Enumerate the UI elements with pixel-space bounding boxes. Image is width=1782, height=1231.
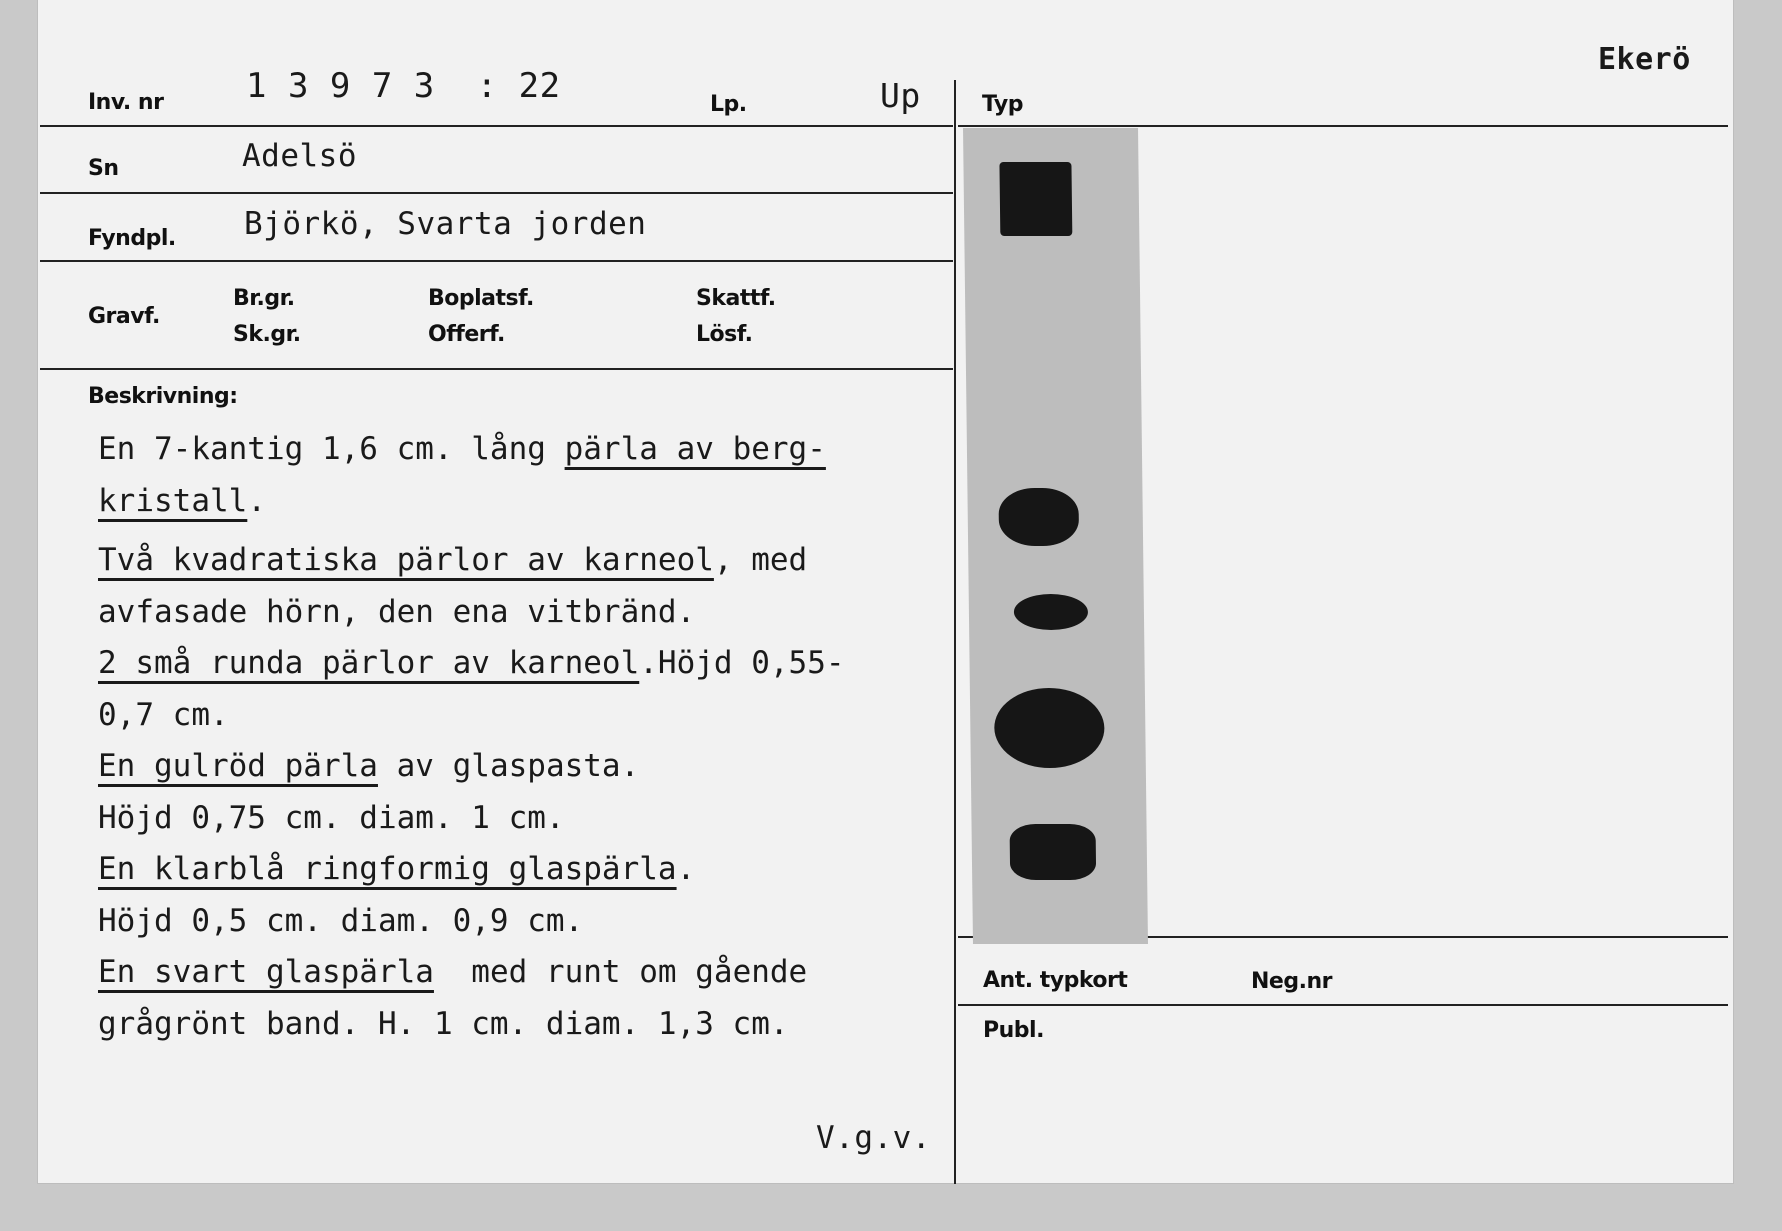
rule-gravf [40, 368, 953, 370]
description-line: 0,7 cm. [98, 696, 229, 733]
rule-header [40, 125, 953, 127]
typ-label: Typ [982, 92, 1023, 117]
description-line: 2 små runda pärlor av karneol.Höjd 0,55- [98, 645, 845, 681]
bead-photo-strip [963, 128, 1148, 944]
description-line: Två kvadratiska pärlor av karneol, med [98, 542, 808, 578]
corner-name: Ekerö [1598, 42, 1691, 77]
lp-label: Lp. [710, 92, 747, 117]
sn-value: Adelsö [242, 138, 357, 174]
description-line: En svart glaspärla med runt om gående [98, 954, 808, 990]
brgr-label: Br.gr. [233, 286, 295, 311]
rule-header-right [958, 125, 1728, 127]
rule-sn [40, 192, 953, 194]
description-line: avfasade hörn, den ena vitbränd. [98, 593, 696, 630]
region-value: Up [880, 76, 921, 115]
description-line: En gulröd pärla av glaspasta. [98, 748, 640, 784]
description-line: En 7-kantig 1,6 cm. lång pärla av berg- [98, 431, 826, 467]
fyndpl-label: Fyndpl. [88, 226, 176, 251]
inv-nr-label: Inv. nr [88, 90, 164, 115]
gravf-label: Gravf. [88, 304, 160, 329]
description-line: Höjd 0,75 cm. diam. 1 cm. [98, 799, 565, 836]
neg-nr-label: Neg.nr [1251, 969, 1332, 994]
publ-label: Publ. [983, 1018, 1044, 1043]
description-line: En klarblå ringformig glaspärla. [98, 851, 696, 887]
losf-label: Lösf. [696, 322, 753, 347]
skattf-label: Skattf. [696, 286, 776, 311]
fyndpl-value: Björkö, Svarta jorden [244, 206, 647, 242]
bead-carnelian-square [998, 488, 1079, 546]
bead-rock-crystal [999, 162, 1072, 236]
rule-vertical-divider [954, 80, 956, 1184]
bead-carnelian-round [1014, 594, 1088, 630]
bead-yellow-red [994, 688, 1105, 768]
inv-nr-value: 1 3 9 7 3 : 22 [246, 66, 561, 106]
offerf-label: Offerf. [428, 322, 505, 347]
description-line: grågrönt band. H. 1 cm. diam. 1,3 cm. [98, 1005, 789, 1042]
ant-typkort-label: Ant. typkort [983, 968, 1128, 993]
boplatsf-label: Boplatsf. [428, 286, 534, 311]
description-line: Höjd 0,5 cm. diam. 0,9 cm. [98, 902, 584, 939]
rule-typkort [958, 1004, 1728, 1006]
description-text [98, 424, 845, 1050]
skgr-label: Sk.gr. [233, 322, 301, 347]
rule-fyndpl [40, 260, 953, 262]
beskrivning-label: Beskrivning: [88, 384, 238, 409]
sn-label: Sn [88, 156, 119, 181]
vgv-note: V.g.v. [816, 1120, 931, 1156]
description-line: kristall. [98, 482, 266, 519]
bead-black-glass [1010, 824, 1097, 880]
